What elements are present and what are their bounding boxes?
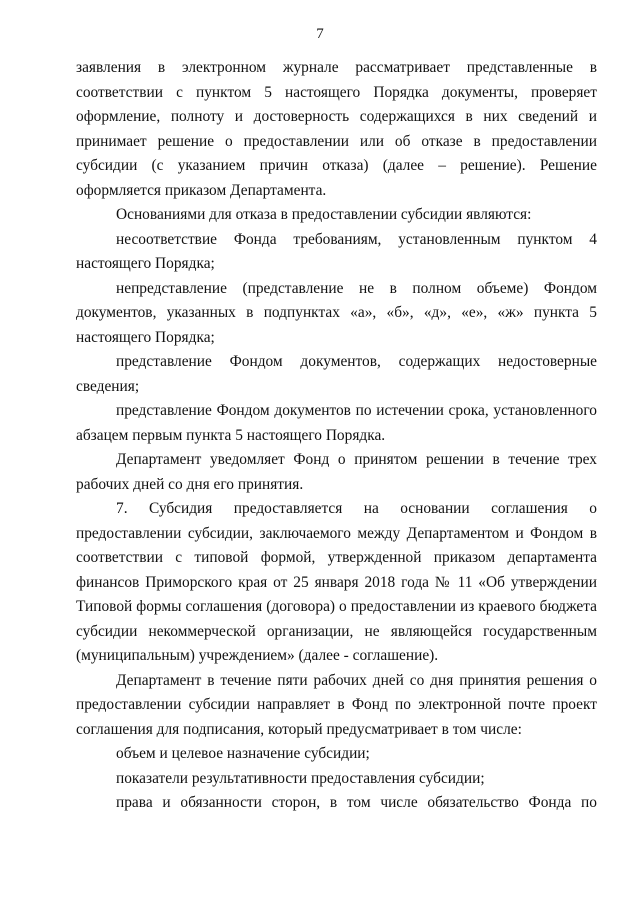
page-number: 7: [316, 26, 324, 42]
paragraph-agreement-item-3: права и обязанности сторон, в том числе обязательство Фонда по: [116, 794, 597, 811]
paragraph-refusal-ground-4: представление Фондом документов по истечении срока, установленного абзацем первым пункта 5 настоящего Порядка.: [76, 402, 597, 444]
paragraph-clause-7: 7. Субсидия предоставляется на основании соглашения о предоставлении субсидии, заключаемого между Департаментом и Фондом в соответствии с типовой формой, утвержденной приказом департамента финансов Приморского края от 25 января 2018 года № 11 «Об утверждении Типовой формы соглашения (договора) о предоставлении из краевого бюджета субсидии некоммерческой организации, не являющейся государственным (муниципальным) учреждением» (далее - соглашение).: [76, 500, 597, 664]
paragraph-agreement-item-1: объем и целевое назначение субсидии;: [116, 745, 370, 762]
paragraph-agreement-draft: Департамент в течение пяти рабочих дней со дня принятия решения о предоставлении субсидии направляет в Фонд по электронной почте проект соглашения для подписания, который предусматривает в том числе:: [76, 671, 597, 738]
paragraph-refusal-ground-1: несоответствие Фонда требованиям, установленным пунктом 4 настоящего Порядка;: [76, 230, 597, 272]
paragraph-refusal-grounds-heading: Основаниями для отказа в предоставлении субсидии являются:: [116, 206, 532, 223]
paragraph-agreement-item-2: показатели результативности предоставления субсидии;: [116, 769, 485, 787]
paragraph-application-review: заявления в электронном журнале рассматривает представленные в соответствии с пунктом 5 настоящего Порядка документы, проверяет оформление, полноту и достоверность содержащихся в них сведений и принимает решение о предоставлении или об отказе в предоставлении субсидии (с указанием причин отказа) (далее – решение). Решение оформляется приказом Департамента.: [76, 59, 597, 199]
paragraph-notification: Департамент уведомляет Фонд о принятом решении в течение трех рабочих дней со дня его принятия.: [76, 451, 597, 493]
paragraph-refusal-ground-2: непредставление (представление не в полном объеме) Фондом документов, указанных в подпунктах «а», «б», «д», «е», «ж» пункта 5 настоящего Порядка;: [76, 279, 597, 346]
document-body: [76, 56, 597, 816]
paragraph-refusal-ground-3: представление Фондом документов, содержащих недостоверные сведения;: [76, 353, 597, 395]
